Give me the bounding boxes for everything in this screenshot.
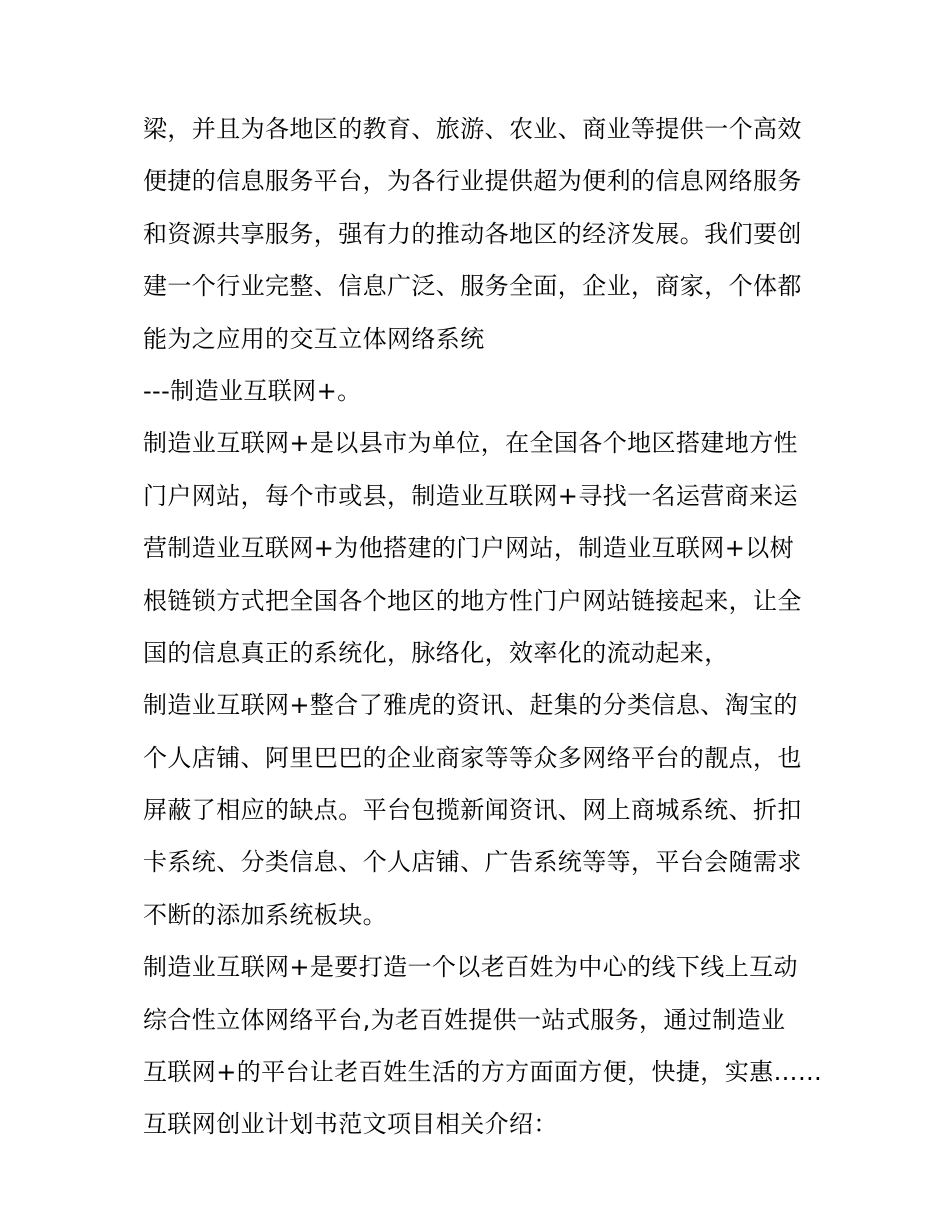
text-line: 制造业互联网+整合了雅虎的资讯、赶集的分类信息、淘宝的 — [143, 691, 798, 720]
text-line: 互联网+的平台让老百姓生活的方方面面方便，快捷，实惠…… — [143, 1058, 823, 1087]
text-line: 根链锁方式把全国各个地区的地方性门户网站链接起来，让全 — [143, 586, 802, 615]
text-line: ---制造业互联网+。 — [143, 376, 362, 405]
text-line: 便捷的信息服务平台，为各行业提供超为便利的信息网络服务 — [143, 167, 802, 196]
text-line: 个人店铺、阿里巴巴的企业商家等等众多网络平台的靓点，也 — [143, 743, 802, 772]
text-line: 不断的添加系统板块。 — [143, 900, 387, 929]
text-line: 门户网站，每个市或县，制造业互联网+寻找一名运营商来运 — [143, 481, 798, 510]
text-line: 建一个行业完整、信息广泛、服务全面，企业，商家，个体都 — [143, 272, 802, 301]
document-body — [143, 103, 823, 1151]
text-line: 营制造业互联网+为他搭建的门户网站，制造业互联网+以树 — [143, 534, 795, 563]
text-line: 和资源共享服务，强有力的推动各地区的经济发展。我们要创 — [143, 219, 802, 248]
text-line: 制造业互联网+是以县市为单位，在全国各个地区搭建地方性 — [143, 429, 798, 458]
text-line: 制造业互联网+是要打造一个以老百姓为中心的线下线上互动 — [143, 953, 798, 982]
text-line: 梁，并且为各地区的教育、旅游、农业、商业等提供一个高效 — [143, 115, 802, 143]
text-line: 卡系统、分类信息、个人店铺、广告系统等等，平台会随需求 — [143, 848, 802, 877]
text-line: 能为之应用的交互立体网络系统 — [143, 324, 485, 353]
text-line: 互联网创业计划书范文项目相关介绍： — [143, 1110, 558, 1139]
text-line: 国的信息真正的系统化，脉络化，效率化的流动起来， — [143, 638, 729, 667]
text-line: 屏蔽了相应的缺点。平台包揽新闻资讯、网上商城系统、折扣 — [143, 796, 802, 825]
text-line: 综合性立体网络平台,为老百姓提供一站式服务，通过制造业 — [143, 1005, 786, 1034]
